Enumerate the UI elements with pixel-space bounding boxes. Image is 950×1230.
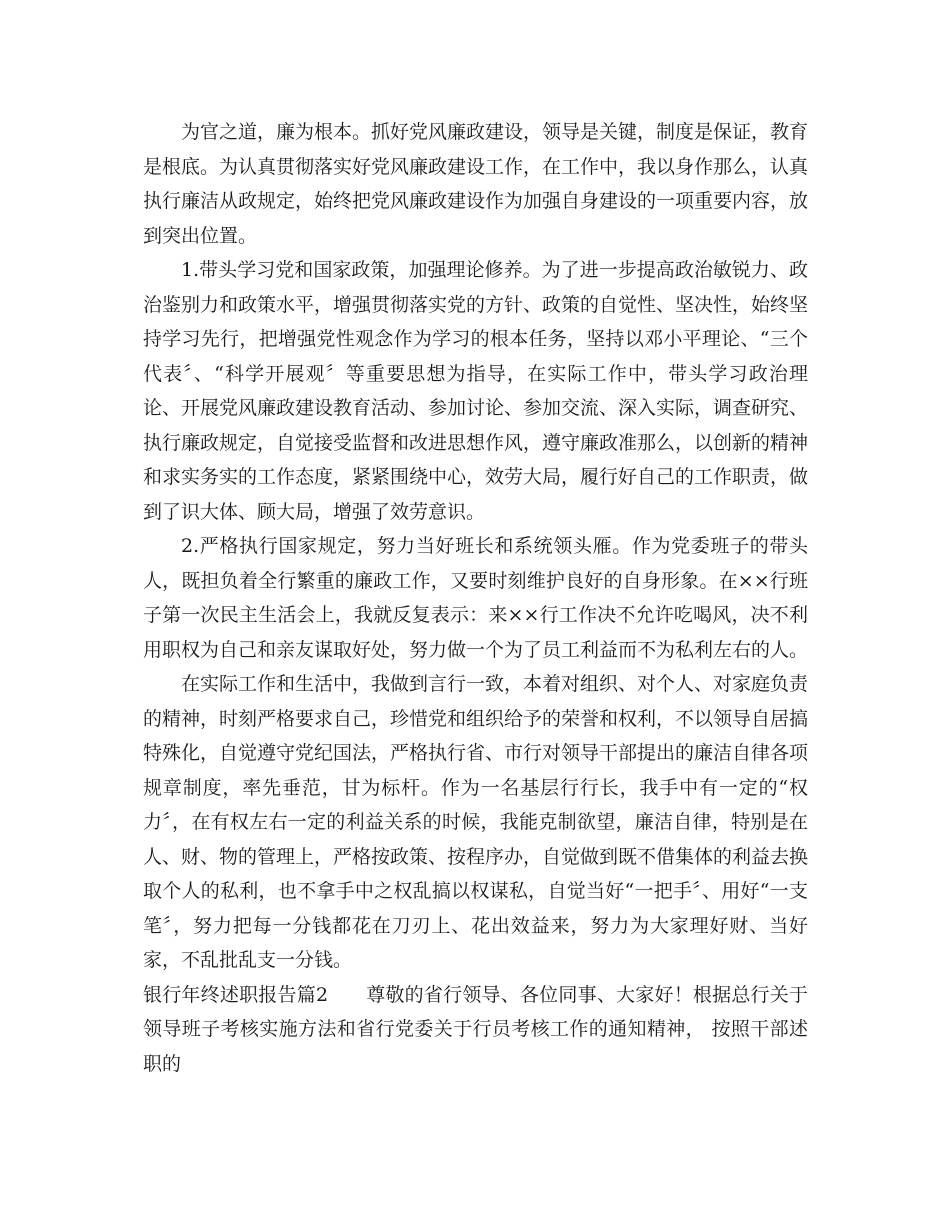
document-body: [143, 115, 808, 1081]
paragraph-point-1: 1.带头学习党和国家政策，加强理论修养。为了进一步提高政治敏锐力、政治鉴别力和政策水平，增强贯彻落实党的方针、政策的自觉性、坚决性，始终坚持学习先行，把增强党性观念作为学习的根本任务，坚持以邓小平理论、“三个代表〞、“科学开展观〞等重要思想为指导，在实际工作中，带头学习政治理论、开展党风廉政建设教育活动、参加讨论、参加交流、深入实际，调查研究、执行廉政规定，自觉接受监督和改进思想作风，遵守廉政准那么，以创新的精神和求实务实的工作态度，紧紧围绕中心，效劳大局，履行好自己的工作职责，做到了识大体、顾大局，增强了效劳意识。: [143, 259, 809, 523]
paragraph-practice: 在实际工作和生活中，我做到言行一致，本着对组织、对个人、对家庭负责的精神，时刻严格要求自己，珍惜党和组织给予的荣誉和权利，不以领导自居搞特殊化，自觉遵守党纪国法，严格执行省、市行对领导干部提出的廉洁自律各项规章制度，率先垂范，甘为标杆。作为一名基层行行长，我手中有一定的“权力〞，在有权左右一定的利益关系的时候，我能克制欲望，廉洁自律，特别是在人、财、物的管理上，严格按政策、按程序办，自觉做到既不借集体的利益去换取个人的私利，也不拿手中之权乱搞以权谋私，自觉当好“一把手〞、用好“一支笔〞，努力把每一分钱都花在刀刃上、花出效益来，努力为大家理好财、当好家，不乱批乱支一分钱。: [143, 673, 809, 971]
paragraph-point-2: 2.严格执行国家规定，努力当好班长和系统领头雁。作为党委班子的带头人，既担负着全行繁重的廉政工作，又要时刻维护良好的自身形象。在××行班子第一次民主生活会上，我就反复表示：来××行工作决不允许吃喝风，决不利用职权为自己和亲友谋取好处，努力做一个为了员工利益而不为私利左右的人。: [143, 535, 809, 661]
paragraph-intro: 为官之道，廉为根本。抓好党风廉政建设，领导是关键，制度是保证，教育是根底。为认真贯彻落实好党风廉政建设工作，在工作中，我以身作那么，认真执行廉洁从政规定，始终把党风廉政建设作为加强自身建设的一项重要内容，放到突出位置。: [143, 121, 809, 247]
section-title: 银行年终述职报告篇2: [143, 983, 329, 1006]
section-opening-text: 尊敬的省行领导、各位同事、大家好！根据总行关于领导班子考核实施方法和省行党委关于行员考核工作的通知精神， 按照干部述 职的: [143, 983, 808, 1075]
section-2-start: [143, 978, 808, 1082]
